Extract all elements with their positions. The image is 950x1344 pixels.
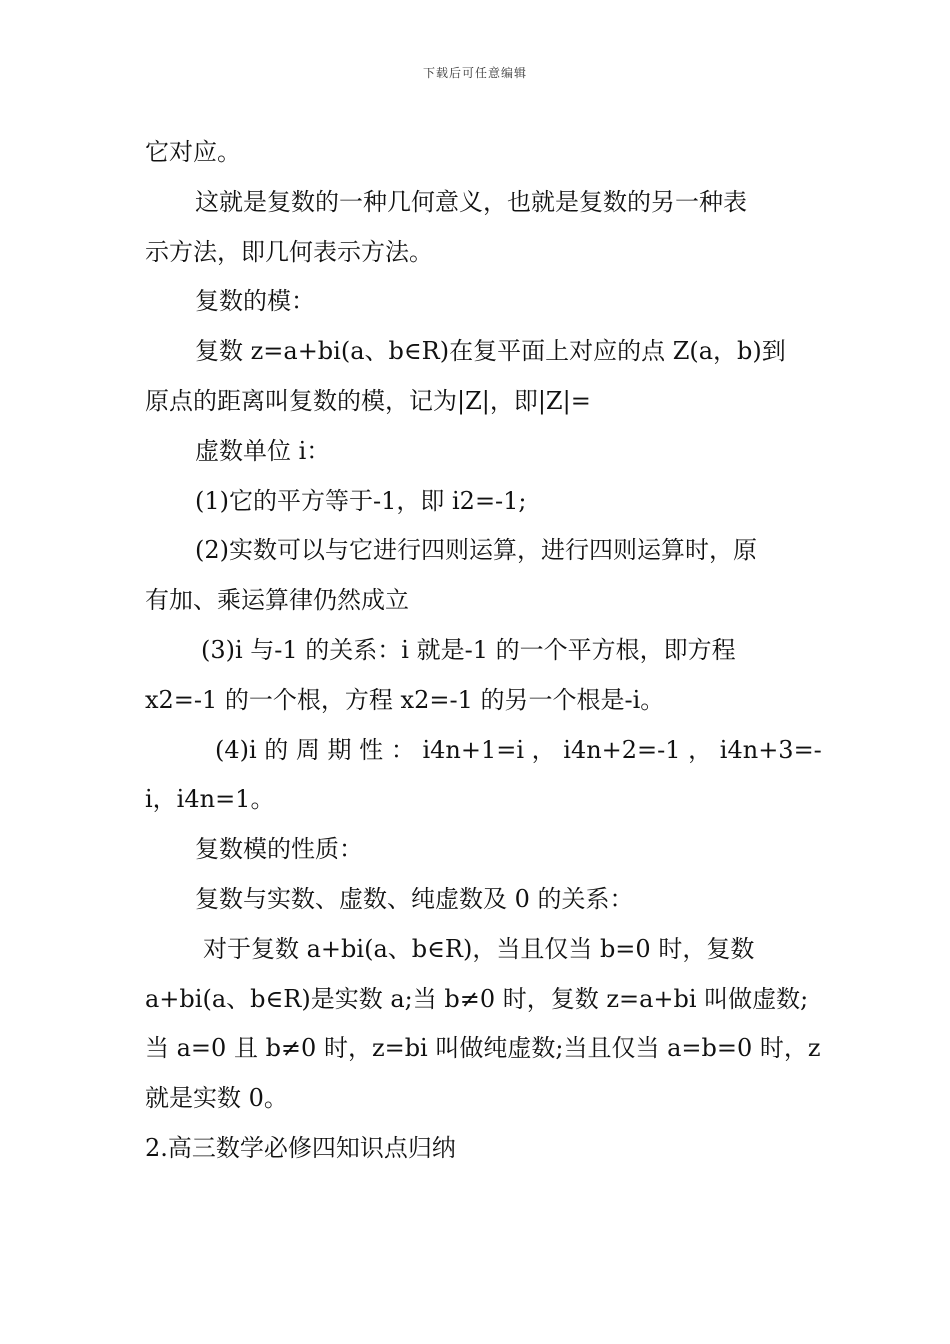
paragraph-line: x2=-1 的一个根，方程 x2=-1 的另一个根是-i。 [145, 685, 665, 714]
list-item: (2)实数可以与它进行四则运算，进行四则运算时，原 [195, 536, 757, 565]
paragraph-line: 复数 z=a+bi(a、b∈R)在复平面上对应的点 Z(a，b)到 [195, 337, 786, 366]
paragraph-line: 对于复数 a+bi(a、b∈R)，当且仅当 b=0 时，复数 [203, 934, 755, 963]
paragraph-line: 原点的距离叫复数的模，记为|Z|，即|Z|= [145, 386, 591, 415]
document-body [145, 128, 822, 1174]
section-heading: 复数模的性质： [195, 835, 363, 864]
list-item: (4)i 的 周 期 性 ： i4n+1=i ， i4n+2=-1 ， i4n+3=- [215, 735, 822, 764]
section-heading: 复数与实数、虚数、纯虚数及 0 的关系： [195, 884, 634, 913]
section-heading: 虚数单位 i： [195, 436, 331, 465]
paragraph-line: i，i4n=1。 [145, 785, 275, 814]
section-title: 2.高三数学必修四知识点归纳 [145, 1133, 456, 1162]
section-heading: 复数的模： [195, 287, 315, 316]
list-item: (3)i 与-1 的关系：i 就是-1 的一个平方根，即方程 [201, 635, 736, 664]
paragraph-line: 当 a=0 且 b≠0 时，z=bi 叫做纯虚数;当且仅当 a=b=0 时，z [145, 1034, 821, 1063]
paragraph-line: 示方法，即几何表示方法。 [145, 237, 433, 266]
paragraph-line: 它对应。 [145, 138, 241, 166]
page-header-note: 下载后可任意编辑 [422, 66, 527, 80]
paragraph-line: 有加、乘运算律仍然成立 [145, 586, 409, 615]
paragraph-line: a+bi(a、b∈R)是实数 a;当 b≠0 时，复数 z=a+bi 叫做虚数; [145, 984, 809, 1013]
paragraph-line: 就是实数 0。 [145, 1084, 288, 1113]
list-item: (1)它的平方等于-1，即 i2=-1; [195, 486, 527, 515]
paragraph-line: 这就是复数的一种几何意义，也就是复数的另一种表 [195, 187, 747, 216]
